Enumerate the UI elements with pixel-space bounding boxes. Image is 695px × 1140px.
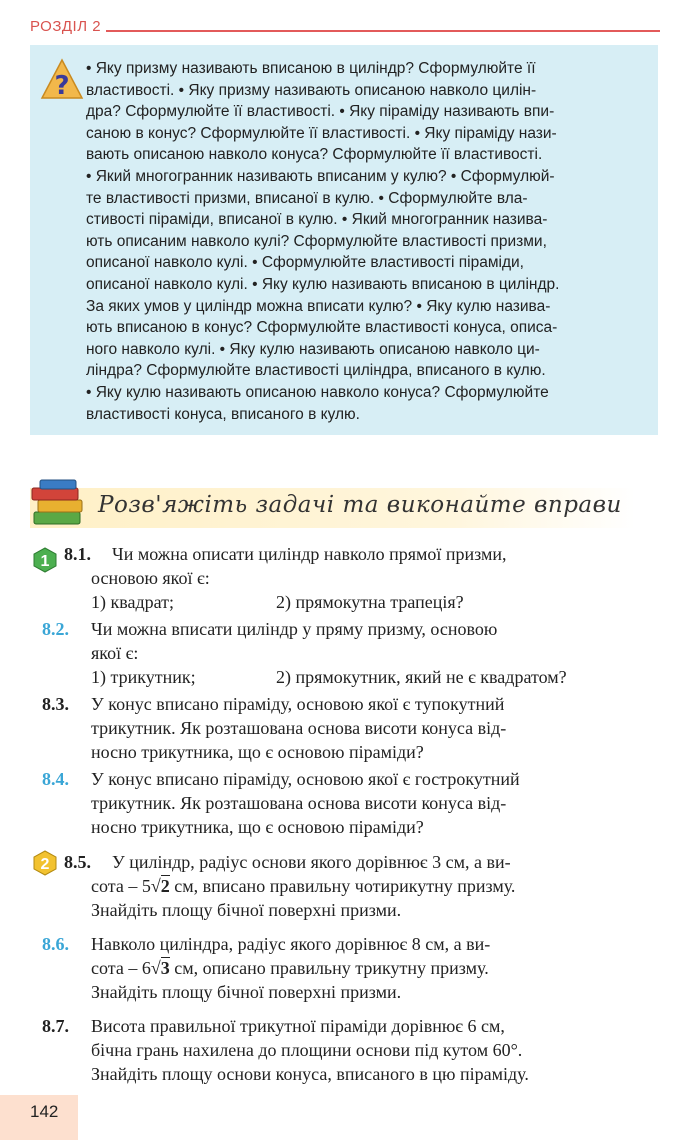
question-line: ють описаним навколо кулі? Сформулюйте властивості призми,	[86, 232, 547, 250]
question-line: вають описаною навколо конуса? Сформулюйте її властивості.	[86, 146, 543, 164]
problem-line: носно трикутника, що є основою піраміди?	[91, 817, 424, 837]
header-divider	[106, 30, 660, 32]
problem-number: 8.7.	[42, 1016, 69, 1036]
level-2-icon	[32, 850, 58, 876]
problem-line: трикутник. Як розташована основа висоти конуса від-	[91, 718, 507, 738]
question-line: • Яку призму називають вписаною в циліндр? Сформулюйте її	[86, 60, 536, 77]
problem-option: 1) квадрат;	[91, 592, 175, 612]
question-line: ліндра? Сформулюйте властивості циліндра, вписаного в кулю.	[86, 362, 546, 380]
problem-number: 8.6.	[42, 934, 69, 954]
books-icon	[30, 478, 86, 528]
question-line: описаної навколо кулі. • Сформулюйте властивості піраміди,	[86, 254, 524, 272]
question-line: те властивості призми, вписаної в кулю. • Сформулюйте вла-	[86, 189, 528, 207]
svg-text:?: ?	[54, 71, 70, 101]
question-line: стивості піраміди, вписаної в кулю. • Який многогранник назива-	[86, 211, 548, 229]
section-header: РОЗДІЛ 2	[30, 18, 102, 35]
problem-option: 2) прямокутна трапеція?	[276, 592, 464, 612]
problem-line: основою якої є:	[91, 568, 210, 588]
problem-line: Чи можна описати циліндр навколо прямої призми,	[112, 544, 507, 564]
problem-line: У циліндр, радіус основи якого дорівнює 3 см, а ви-	[112, 852, 511, 872]
problem-line: бічна грань нахилена до площини основи під кутом 60°.	[91, 1040, 523, 1060]
problem-line: У конус вписано піраміду, основою якої є тупокутний	[91, 694, 505, 714]
problem-line: Знайдіть площу основи конуса, вписаного в цю піраміду.	[91, 1064, 529, 1084]
problem-number: 8.3.	[42, 694, 69, 714]
question-line: дра? Сформулюйте її властивості. • Яку піраміду називають впи-	[86, 103, 555, 121]
question-line: властивості. • Яку призму називають описаною навколо цилін-	[86, 81, 537, 99]
level-1-number: 1	[40, 553, 50, 570]
level-1-icon	[32, 547, 58, 573]
question-mark-icon	[40, 58, 84, 102]
question-line: саною в конус? Сформулюйте її властивості. • Яку піраміду нази-	[86, 124, 557, 142]
problem-number: 8.5.	[64, 852, 91, 872]
problem-number: 8.4.	[42, 769, 69, 789]
question-line: • Який многогранник називають вписаним у кулю? • Сформулюй-	[86, 167, 555, 185]
problem-line: Знайдіть площу бічної поверхні призми.	[91, 900, 402, 920]
problem-number: 8.2.	[42, 619, 69, 639]
exercises-title: Розв'яжіть задачі та виконайте вправи	[98, 492, 622, 518]
problem-line: Чи можна вписати циліндр у пряму призму, основою	[91, 619, 498, 639]
question-line: ного навколо кулі. • Яку кулю називають описаною навколо ци-	[86, 340, 540, 358]
questions-text	[86, 58, 648, 425]
question-line: описаної навколо кулі. • Яку кулю називають вписаною в циліндр.	[86, 275, 560, 293]
problem-line: Висота правильної трикутної піраміди дорівнює 6 см,	[91, 1016, 505, 1036]
problem-line: трикутник. Як розташована основа висоти конуса від-	[91, 793, 507, 813]
problem-option: 1) трикутник;	[91, 667, 196, 687]
question-line: властивості конуса, вписаного в кулю.	[86, 405, 360, 423]
level-2-number: 2	[40, 856, 50, 873]
problem-line: Навколо циліндра, радіус якого дорівнює 8 см, а ви-	[91, 934, 491, 954]
problem-line-sqrt: сота – 5√2 см, вписано правильну чотирикутну призму.	[91, 876, 516, 896]
problem-option: 2) прямокутник, який не є квадратом?	[276, 667, 567, 687]
question-line: За яких умов у циліндр можна вписати кулю? • Яку кулю назива-	[86, 297, 551, 315]
page-number: 142	[30, 1102, 59, 1121]
problem-line-sqrt: сота – 6√3 см, описано правильну трикутну призму.	[91, 958, 489, 978]
question-line: ють вписаною в конус? Сформулюйте властивості конуса, описа-	[86, 319, 558, 337]
problem-line: У конус вписано піраміду, основою якої є гострокутний	[91, 769, 520, 789]
problem-line: Знайдіть площу бічної поверхні призми.	[91, 982, 402, 1002]
problem-line: носно трикутника, що є основою піраміди?	[91, 742, 424, 762]
problem-number: 8.1.	[64, 544, 91, 564]
problem-line: якої є:	[91, 643, 139, 663]
question-line: • Яку кулю називають описаною навколо конуса? Сформулюйте	[86, 383, 549, 401]
